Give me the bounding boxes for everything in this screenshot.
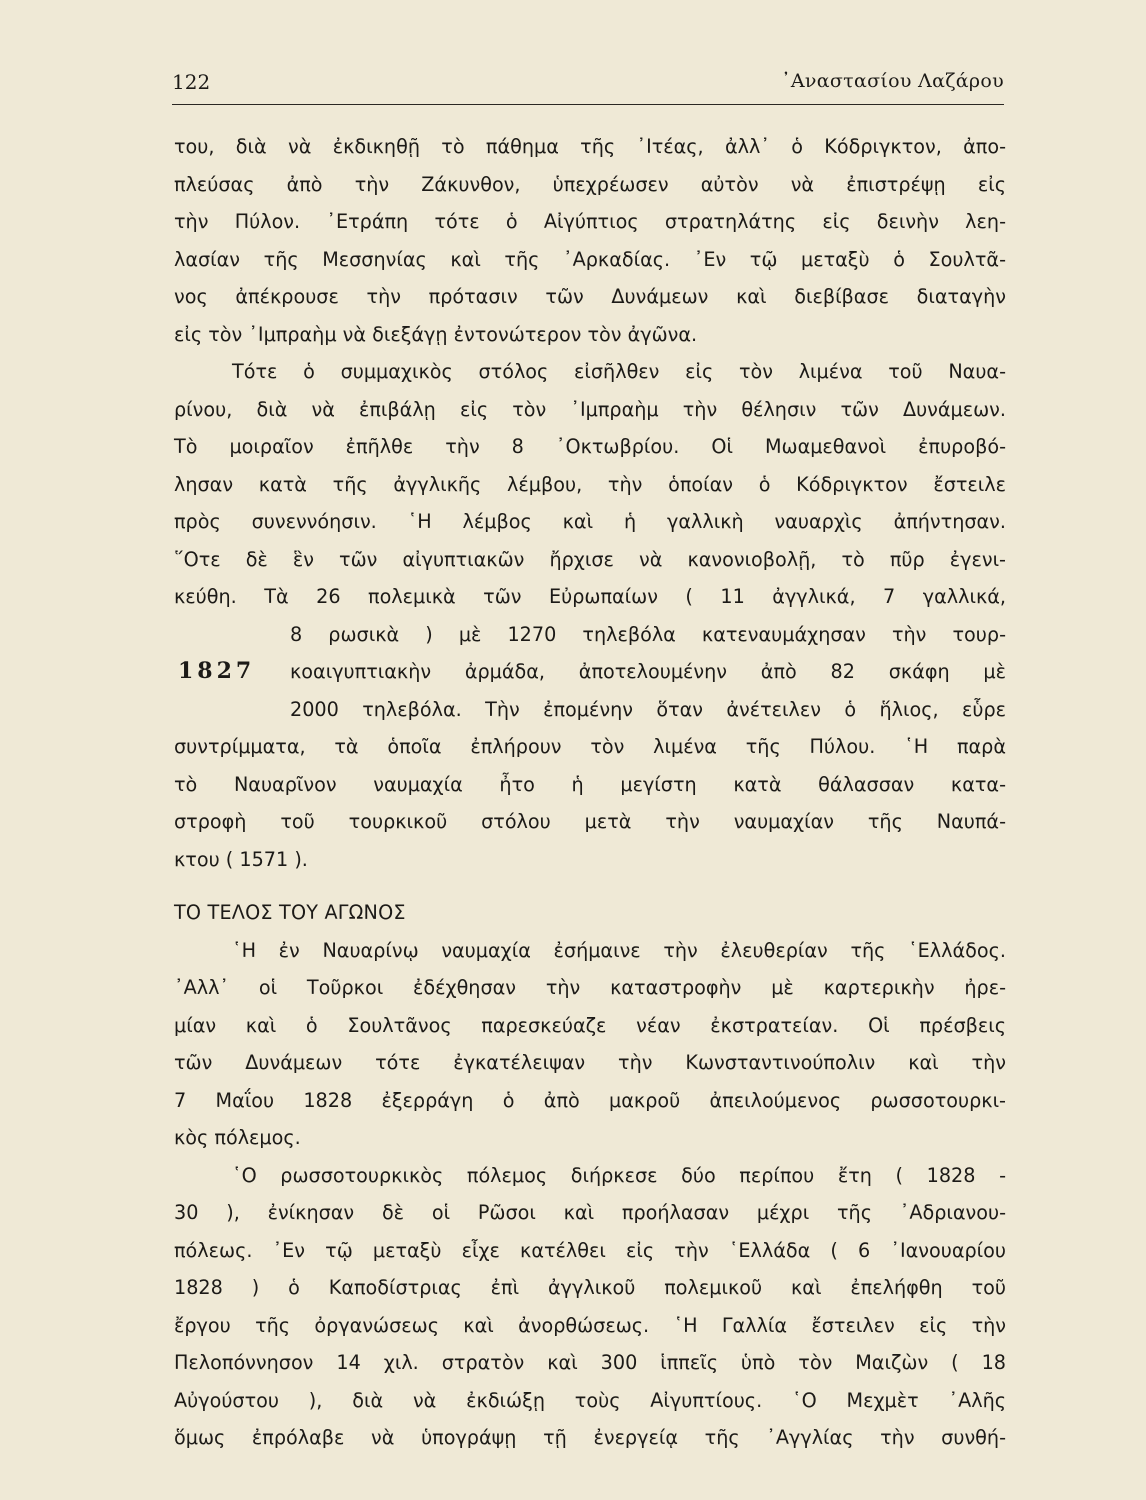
text-line: ῾Ο ρωσσοτουρκικὸς πόλεμος διήρκεσε δύο περίπου ἔτη ( 1828 - xyxy=(232,1163,1006,1187)
text-line: κτου ( 1571 ). xyxy=(174,847,308,871)
paragraph-3 xyxy=(174,932,1006,1157)
text-line: ῞Οτε δὲ ἓν τῶν αἰγυπτιακῶν ἤρχισε νὰ κανονιοβολῇ, τὸ πῦρ ἐγενι- xyxy=(174,547,1006,571)
text-line: 2000 τηλεβόλα. Τὴν ἐπομένην ὅταν ἀνέτειλεν ὁ ἥλιος, εὗρε xyxy=(290,697,1006,721)
text-line: τὴν Πύλον. ᾿Ετράπη τότε ὁ Αἰγύπτιος στρατηλάτης εἰς δεινὴν λεη- xyxy=(174,210,1006,233)
page-number: 122 xyxy=(172,70,211,94)
text-line: 7 Μαΐου 1828 ἐξερράγη ὁ ἀπὸ μακροῦ ἀπειλούμενος ρωσσοτουρκι- xyxy=(174,1088,1006,1112)
text-line: νος ἀπέκρουσε τὴν πρότασιν τῶν Δυνάμεων καὶ διεβίβασε διαταγὴν xyxy=(174,285,1006,308)
text-line: τῶν Δυνάμεων τότε ἐγκατέλειψαν τὴν Κωνσταντινούπολιν καὶ τὴν xyxy=(174,1051,1006,1074)
paragraph-2 xyxy=(174,353,1006,878)
text-line: ρίνου, διὰ νὰ ἐπιβάλῃ εἰς τὸν ᾿Ιμπραὴμ τὴν θέλησιν τῶν Δυνάμεων. xyxy=(174,397,1006,421)
text-line: λησαν κατὰ τῆς ἀγγλικῆς λέμβου, τὴν ὁποίαν ὁ Κόδριγκτον ἔστειλε xyxy=(174,472,1006,496)
text-line: Αὐγούστου ), διὰ νὰ ἐκδιώξῃ τοὺς Αἰγυπτίους. ῾Ο Μεχμὲτ ᾿Αλῆς xyxy=(174,1388,1006,1412)
paragraph-1 xyxy=(174,128,1006,353)
text-line: 1828 ) ὁ Καποδίστριας ἐπὶ ἀγγλικοῦ πολεμικοῦ καὶ ἐπελήφθη τοῦ xyxy=(174,1276,1006,1299)
text-line: πλεύσας ἀπὸ τὴν Ζάκυνθον, ὑπεχρέωσεν αὐτὸν νὰ ἐπιστρέψῃ εἰς xyxy=(174,172,1006,196)
text-line: ῾Η ἐν Ναυαρίνῳ ναυμαχία ἐσήμαινε τὴν ἐλευθερίαν τῆς ῾Ελλάδος. xyxy=(232,938,1006,962)
header-rule xyxy=(172,104,1004,105)
text-line: 30 ), ἐνίκησαν δὲ οἱ Ρῶσοι καὶ προήλασαν μέχρι τῆς ᾿Αδριανου- xyxy=(174,1201,1006,1224)
page-header xyxy=(172,70,1004,106)
text-line: Πελοπόννησον 14 χιλ. στρατὸν καὶ 300 ἱππεῖς ὑπὸ τὸν Μαιζὼν ( 18 xyxy=(174,1351,1006,1374)
text-line: στροφὴ τοῦ τουρκικοῦ στόλου μετὰ τὴν ναυμαχίαν τῆς Ναυπά- xyxy=(174,810,1006,833)
text-line: πόλεως. ᾿Εν τῷ μεταξὺ εἶχε κατέλθει εἰς τὴν ῾Ελλάδα ( 6 ᾿Ιανουαρίου xyxy=(174,1238,1006,1262)
paragraph-4 xyxy=(174,1157,1006,1457)
margin-year-note: 1827 xyxy=(178,658,256,684)
text-line: Τὸ μοιραῖον ἐπῆλθε τὴν 8 ᾿Οκτωβρίου. Οἱ Μωαμεθανοὶ ἐπυροβό- xyxy=(174,435,1006,458)
text-line: ὅμως ἐπρόλαβε νὰ ὑπογράψῃ τῇ ἐνεργείᾳ τῆς ᾿Αγγλίας τὴν συνθή- xyxy=(174,1426,1006,1449)
text-line: πρὸς συνεννόησιν. ῾Η λέμβος καὶ ἡ γαλλικὴ ναυαρχὶς ἀπήντησαν. xyxy=(174,510,1006,533)
text-line: κεύθη. Τὰ 26 πολεμικὰ τῶν Εὐρωπαίων ( 11 ἀγγλικά, 7 γαλλικά, xyxy=(174,585,1006,608)
text-line: λασίαν τῆς Μεσσηνίας καὶ τῆς ᾿Αρκαδίας. ᾿Εν τῷ μεταξὺ ὁ Σουλτᾶ- xyxy=(174,247,1006,271)
section-heading: ΤΟ ΤΕΛΟΣ ΤΟΥ ΑΓΩΝΟΣ xyxy=(174,901,406,924)
text-line: κὸς πόλεμος. xyxy=(174,1126,301,1149)
text-line: τὸ Ναυαρῖνον ναυμαχία ἦτο ἡ μεγίστη κατὰ θάλασσαν κατα- xyxy=(174,772,1006,796)
text-line: 8 ρωσικὰ ) μὲ 1270 τηλεβόλα κατεναυμάχησαν τὴν τουρ- xyxy=(290,622,1006,646)
text-line: του, διὰ νὰ ἐκδικηθῇ τὸ πάθημα τῆς ᾿Ιτέας, ἀλλ᾿ ὁ Κόδριγκτον, ἀπο- xyxy=(174,135,1006,158)
text-line: συντρίμματα, τὰ ὁποῖα ἐπλήρουν τὸν λιμένα τῆς Πύλου. ῾Η παρὰ xyxy=(174,735,1006,758)
text-line: ᾿Αλλ᾿ οἱ Τοῦρκοι ἐδέχθησαν τὴν καταστροφὴν μὲ καρτερικὴν ἠρε- xyxy=(174,976,1006,999)
text-line: μίαν καὶ ὁ Σουλτᾶνος παρεσκεύαζε νέαν ἐκστρατείαν. Οἱ πρέσβεις xyxy=(174,1013,1006,1037)
running-head: ᾿Αναστασίου Λαζάρου xyxy=(781,70,1004,92)
body-text xyxy=(174,128,1006,1457)
text-line: κοαιγυπτιακὴν ἀρμάδα, ἀποτελουμένην ἀπὸ 82 σκάφη μὲ xyxy=(290,660,1006,683)
text-line: Τότε ὁ συμμαχικὸς στόλος εἰσῆλθεν εἰς τὸν λιμένα τοῦ Ναυα- xyxy=(232,360,1006,383)
text-line: ἔργου τῆς ὀργανώσεως καὶ ἀνορθώσεως. ῾Η Γαλλία ἔστειλεν εἰς τὴν xyxy=(174,1313,1006,1337)
margin-note-row xyxy=(174,653,1006,691)
text-line: εἰς τὸν ᾿Ιμπραὴμ νὰ διεξάγῃ ἐντονώτερον τὸν ἀγῶνα. xyxy=(174,322,698,346)
